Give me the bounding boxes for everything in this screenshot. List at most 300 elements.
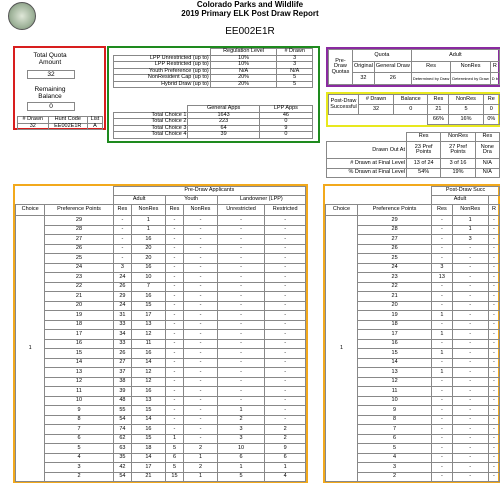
predraw-quotas-table bbox=[328, 49, 500, 85]
table-cell: - bbox=[165, 349, 184, 359]
drawn-summary-table bbox=[17, 116, 103, 130]
table-cell: 6 bbox=[217, 453, 265, 463]
regulation-cell: 3 bbox=[277, 62, 313, 69]
table-cell: - bbox=[184, 425, 217, 435]
choice-cell: Total Choice 4 bbox=[114, 132, 188, 139]
postdraw-balance-value: 0 bbox=[394, 105, 428, 115]
remaining-balance-label: Remaining Balance bbox=[34, 86, 66, 100]
table-cell: - bbox=[488, 244, 499, 254]
table-cell: - bbox=[452, 415, 488, 425]
drawn-final-nonres: 3 of 16 bbox=[441, 159, 475, 168]
table-cell: - bbox=[165, 263, 184, 273]
table-cell: 5 bbox=[165, 444, 184, 454]
table-cell: 12 bbox=[132, 368, 165, 378]
regulation-cell: 3 bbox=[277, 55, 313, 62]
table-cell: - bbox=[488, 282, 499, 292]
table-row bbox=[16, 368, 306, 378]
hunt-code-label: Hunt Code bbox=[48, 117, 87, 124]
table-cell: - bbox=[165, 254, 184, 264]
table-cell: 26 bbox=[113, 282, 132, 292]
drawn-out-r-header: Res bbox=[475, 133, 499, 142]
table-row bbox=[16, 387, 306, 397]
table-row bbox=[16, 425, 306, 435]
youth-res-header: Res bbox=[165, 205, 184, 216]
table-cell: 2 bbox=[184, 444, 217, 454]
table-cell: 24 bbox=[113, 301, 132, 311]
table-cell: - bbox=[184, 311, 217, 321]
drawn-header: # Drawn bbox=[277, 49, 313, 56]
table-cell: 1 bbox=[132, 216, 165, 226]
table-cell: 8 bbox=[357, 415, 431, 425]
table-cell: - bbox=[452, 244, 488, 254]
regulation-cell: 10% bbox=[210, 62, 277, 69]
table-cell: - bbox=[265, 330, 306, 340]
table-cell: 7 bbox=[357, 425, 431, 435]
table-cell: - bbox=[113, 225, 132, 235]
table-row bbox=[16, 453, 306, 463]
table-row bbox=[16, 349, 306, 359]
postdraw-success-box bbox=[323, 184, 500, 483]
table-cell: - bbox=[217, 330, 265, 340]
table-cell: 12 bbox=[45, 377, 113, 387]
table-cell: 29 bbox=[113, 292, 132, 302]
table-cell: 33 bbox=[113, 320, 132, 330]
choice-table bbox=[113, 105, 313, 139]
table-cell: 17 bbox=[357, 330, 431, 340]
table-cell: - bbox=[432, 282, 452, 292]
postdraw-box bbox=[326, 92, 500, 127]
regulation-cell: 5 bbox=[277, 75, 313, 82]
drawn-out-nonres: 27 Pref Points bbox=[441, 142, 475, 159]
table-cell: - bbox=[217, 225, 265, 235]
table-cell: 12 bbox=[132, 330, 165, 340]
table-cell: - bbox=[432, 434, 452, 444]
adult-nonres-header: NonRes bbox=[132, 205, 165, 216]
table-cell: 1 bbox=[184, 453, 217, 463]
table-row bbox=[16, 406, 306, 416]
choice-cell: 0 bbox=[259, 132, 312, 139]
table-row bbox=[16, 254, 306, 264]
table-cell: 1 bbox=[452, 225, 488, 235]
predraw-applicants-box bbox=[13, 184, 308, 483]
table-cell: - bbox=[265, 387, 306, 397]
table-cell: - bbox=[165, 273, 184, 283]
table-cell: - bbox=[452, 463, 488, 473]
choice-cell: Total Choice 2 bbox=[114, 119, 188, 126]
table-row bbox=[16, 396, 306, 406]
table-cell: 7 bbox=[132, 282, 165, 292]
table-cell: 6 bbox=[357, 434, 431, 444]
table-cell: 17 bbox=[132, 311, 165, 321]
table-cell: - bbox=[184, 368, 217, 378]
table-row bbox=[16, 377, 306, 387]
table-cell: - bbox=[432, 472, 452, 482]
adult-res-header: Res bbox=[113, 205, 132, 216]
table-cell: - bbox=[452, 377, 488, 387]
table-cell: - bbox=[184, 330, 217, 340]
table-cell: - bbox=[432, 235, 452, 245]
table-cell: 8 bbox=[45, 415, 113, 425]
table-cell: - bbox=[452, 368, 488, 378]
table-cell: 10 bbox=[357, 396, 431, 406]
choice-cell: 46 bbox=[259, 112, 312, 119]
regulation-cell: N/A bbox=[210, 68, 277, 75]
table-cell: 15 bbox=[45, 349, 113, 359]
table-cell: 6 bbox=[45, 434, 113, 444]
table-cell: 26 bbox=[357, 244, 431, 254]
table-cell: - bbox=[217, 358, 265, 368]
table-cell: 23 bbox=[357, 273, 431, 283]
table-cell: - bbox=[217, 349, 265, 359]
table-cell: - bbox=[488, 453, 499, 463]
table-cell: - bbox=[452, 387, 488, 397]
list-value: A bbox=[87, 123, 102, 130]
table-cell: - bbox=[265, 244, 306, 254]
table-cell: 74 bbox=[113, 425, 132, 435]
table-cell: 9 bbox=[357, 406, 431, 416]
table-cell: - bbox=[165, 339, 184, 349]
table-cell: - bbox=[488, 320, 499, 330]
table-cell: - bbox=[432, 463, 452, 473]
table-cell: 21 bbox=[45, 292, 113, 302]
table-cell: 2 bbox=[217, 415, 265, 425]
table-cell: - bbox=[452, 472, 488, 482]
table-cell: - bbox=[488, 330, 499, 340]
table-cell: - bbox=[432, 301, 452, 311]
table-cell: 1 bbox=[217, 463, 265, 473]
table-cell: 18 bbox=[45, 320, 113, 330]
table-cell: 1 bbox=[184, 472, 217, 482]
table-cell: 3 bbox=[452, 235, 488, 245]
quota-box bbox=[13, 46, 106, 130]
table-cell: 54 bbox=[113, 472, 132, 482]
table-cell: - bbox=[265, 320, 306, 330]
table-cell: - bbox=[488, 349, 499, 359]
report-title: 2019 Primary ELK Post Draw Report bbox=[181, 9, 319, 18]
table-cell: 13 bbox=[132, 396, 165, 406]
pct-final-label: % Drawn at Final Level bbox=[327, 168, 407, 177]
right-res-header: Res bbox=[432, 205, 452, 216]
quota-header: Quota bbox=[352, 50, 411, 62]
table-cell: - bbox=[165, 292, 184, 302]
table-cell: - bbox=[488, 444, 499, 454]
regulation-cell: Hybrid Draw (up to) bbox=[114, 81, 211, 88]
table-cell: - bbox=[165, 377, 184, 387]
regulation-cell: NonResident Cap (up to) bbox=[114, 75, 211, 82]
choice-header: Choice bbox=[16, 205, 45, 216]
table-cell: 13 bbox=[432, 273, 452, 283]
table-cell: - bbox=[165, 235, 184, 245]
table-cell: - bbox=[452, 434, 488, 444]
postdraw-r-value: 0 bbox=[483, 105, 499, 115]
table-cell: 48 bbox=[113, 396, 132, 406]
table-cell: - bbox=[432, 396, 452, 406]
drawn-label: # Drawn bbox=[18, 117, 49, 124]
table-cell: 24 bbox=[113, 273, 132, 283]
table-cell: 3 bbox=[432, 263, 452, 273]
list-label: List bbox=[87, 117, 102, 124]
choice-row bbox=[114, 132, 313, 139]
table-cell: - bbox=[488, 339, 499, 349]
table-row bbox=[16, 463, 306, 473]
table-cell: - bbox=[184, 406, 217, 416]
table-cell: 28 bbox=[357, 225, 431, 235]
table-cell: - bbox=[184, 244, 217, 254]
table-cell: - bbox=[488, 225, 499, 235]
table-cell: - bbox=[432, 415, 452, 425]
table-cell: 10 bbox=[217, 444, 265, 454]
table-cell: - bbox=[488, 425, 499, 435]
table-cell: - bbox=[165, 311, 184, 321]
table-cell: - bbox=[488, 292, 499, 302]
table-cell: - bbox=[488, 396, 499, 406]
table-cell: - bbox=[432, 292, 452, 302]
predraw-applicants-table bbox=[15, 186, 306, 482]
table-cell: 14 bbox=[132, 358, 165, 368]
table-cell: 12 bbox=[132, 377, 165, 387]
general-draw-value: 26 bbox=[374, 73, 411, 85]
choice-cell: 39 bbox=[188, 132, 259, 139]
table-cell: - bbox=[217, 216, 265, 226]
table-cell: - bbox=[488, 387, 499, 397]
postdraw-drawn-header: # Drawn bbox=[359, 95, 394, 105]
table-cell: - bbox=[217, 244, 265, 254]
table-cell: - bbox=[165, 216, 184, 226]
table-cell: - bbox=[184, 358, 217, 368]
table-cell: - bbox=[452, 358, 488, 368]
table-cell: - bbox=[452, 282, 488, 292]
table-cell: 63 bbox=[113, 444, 132, 454]
table-cell: - bbox=[452, 444, 488, 454]
table-cell: - bbox=[488, 406, 499, 416]
table-cell: - bbox=[113, 254, 132, 264]
table-cell: 5 bbox=[45, 444, 113, 454]
table-cell: - bbox=[265, 311, 306, 321]
table-cell: - bbox=[452, 349, 488, 359]
table-cell: 33 bbox=[113, 339, 132, 349]
youth-group-header: Youth bbox=[165, 196, 217, 205]
table-row bbox=[16, 415, 306, 425]
table-cell: - bbox=[165, 425, 184, 435]
table-cell: 3 bbox=[357, 463, 431, 473]
regulation-cell: 10% bbox=[210, 55, 277, 62]
table-cell: 2 bbox=[45, 472, 113, 482]
table-cell: - bbox=[488, 235, 499, 245]
table-cell: 10 bbox=[132, 273, 165, 283]
drawn-out-r: None Dra bbox=[475, 142, 499, 159]
table-cell: 6 bbox=[265, 453, 306, 463]
table-cell: 28 bbox=[45, 225, 113, 235]
table-cell: - bbox=[488, 368, 499, 378]
table-row bbox=[16, 301, 306, 311]
right-r-header: R bbox=[488, 205, 499, 216]
table-cell: - bbox=[452, 311, 488, 321]
r-header: R bbox=[490, 61, 499, 73]
table-cell: 18 bbox=[132, 444, 165, 454]
right-nonres-header: NonRes bbox=[452, 205, 488, 216]
postdraw-nonres-header: NonRes bbox=[449, 95, 483, 105]
postdraw-r-pct: 0% bbox=[483, 115, 499, 125]
table-cell: 11 bbox=[357, 387, 431, 397]
postdraw-drawn-value: 32 bbox=[359, 105, 394, 115]
table-cell: - bbox=[432, 320, 452, 330]
landowner-group-header: Landowner (LPP) bbox=[217, 196, 305, 205]
table-cell: - bbox=[452, 453, 488, 463]
table-cell: - bbox=[488, 301, 499, 311]
table-cell: - bbox=[165, 415, 184, 425]
table-cell: 3 bbox=[217, 434, 265, 444]
table-cell: 26 bbox=[113, 349, 132, 359]
postdraw-r-header: Re bbox=[483, 95, 499, 105]
r-value: D b bbox=[490, 73, 499, 85]
table-cell: - bbox=[452, 301, 488, 311]
regulation-row bbox=[114, 81, 313, 88]
table-cell: 16 bbox=[357, 339, 431, 349]
choice-cell: 223 bbox=[188, 119, 259, 126]
regulation-cell: Youth Preference (up to) bbox=[114, 68, 211, 75]
table-cell: 15 bbox=[165, 472, 184, 482]
table-cell: - bbox=[217, 377, 265, 387]
table-cell: 62 bbox=[113, 434, 132, 444]
restricted-header: Restricted bbox=[265, 205, 306, 216]
table-cell: - bbox=[432, 339, 452, 349]
table-cell: 14 bbox=[45, 358, 113, 368]
choice-cell: 0 bbox=[259, 119, 312, 126]
table-cell: 1 bbox=[452, 216, 488, 226]
choice-cell: 1643 bbox=[188, 112, 259, 119]
adult-group-header: Adult bbox=[113, 196, 165, 205]
table-cell: - bbox=[184, 235, 217, 245]
table-cell: - bbox=[184, 254, 217, 264]
table-cell: 1 bbox=[165, 434, 184, 444]
table-cell: - bbox=[184, 377, 217, 387]
original-header: Original bbox=[352, 61, 374, 73]
regulation-level-header: Regulation Level bbox=[210, 49, 277, 56]
table-cell: - bbox=[165, 225, 184, 235]
table-cell: 23 bbox=[45, 273, 113, 283]
postdraw-success-title: Post-Draw Succ bbox=[432, 187, 500, 196]
table-row bbox=[16, 282, 306, 292]
table-cell: 4 bbox=[357, 453, 431, 463]
table-cell: 24 bbox=[45, 263, 113, 273]
table-cell: - bbox=[217, 387, 265, 397]
regulation-cell: LPP Restricted (up to) bbox=[114, 62, 211, 69]
drawn-final-res: 13 of 24 bbox=[407, 159, 441, 168]
original-value: 32 bbox=[352, 73, 374, 85]
table-cell: - bbox=[184, 282, 217, 292]
table-cell: - bbox=[432, 387, 452, 397]
table-cell: 21 bbox=[357, 292, 431, 302]
table-cell: 1 bbox=[432, 349, 452, 359]
table-cell: - bbox=[265, 282, 306, 292]
regulation-cell: 20% bbox=[210, 75, 277, 82]
table-cell: - bbox=[432, 358, 452, 368]
res-header: Res bbox=[411, 61, 450, 73]
choice-cell: 9 bbox=[259, 125, 312, 132]
table-cell: - bbox=[452, 320, 488, 330]
table-cell: - bbox=[488, 263, 499, 273]
table-cell: 27 bbox=[45, 235, 113, 245]
agency-title: Colorado Parks and Wildlife bbox=[196, 0, 304, 9]
table-cell: - bbox=[165, 368, 184, 378]
drawn-out-table bbox=[326, 132, 500, 178]
general-draw-header: General Draw bbox=[374, 61, 411, 73]
table-cell: 3 bbox=[217, 425, 265, 435]
table-cell: 17 bbox=[132, 463, 165, 473]
postdraw-res-header: Res bbox=[428, 95, 449, 105]
table-cell: - bbox=[184, 216, 217, 226]
table-cell: - bbox=[265, 263, 306, 273]
table-cell: 13 bbox=[45, 368, 113, 378]
table-cell: - bbox=[265, 396, 306, 406]
table-cell: - bbox=[184, 263, 217, 273]
table-cell: 1 bbox=[432, 330, 452, 340]
table-cell: - bbox=[452, 330, 488, 340]
hunt-code-heading: EE002E1R bbox=[225, 26, 275, 37]
table-cell: 1 bbox=[432, 368, 452, 378]
table-cell: - bbox=[265, 358, 306, 368]
drawn-out-nonres-header: NonRes bbox=[441, 133, 475, 142]
table-row bbox=[16, 235, 306, 245]
table-cell: 16 bbox=[132, 235, 165, 245]
table-cell: 27 bbox=[357, 235, 431, 245]
table-cell: - bbox=[432, 225, 452, 235]
table-cell: 11 bbox=[132, 339, 165, 349]
predraw-applicants-title: Pre-Draw Applicants bbox=[113, 187, 305, 196]
table-cell: - bbox=[184, 387, 217, 397]
table-cell: 15 bbox=[357, 349, 431, 359]
drawn-final-label: # Drawn at Final Level bbox=[327, 159, 407, 168]
table-row bbox=[16, 444, 306, 454]
postdraw-balance-header: Balance bbox=[394, 95, 428, 105]
pct-final-nonres: 19% bbox=[441, 168, 475, 177]
table-cell: - bbox=[217, 282, 265, 292]
table-row bbox=[16, 358, 306, 368]
table-cell: - bbox=[165, 320, 184, 330]
table-cell: 20 bbox=[132, 244, 165, 254]
table-cell: - bbox=[217, 292, 265, 302]
table-cell: 21 bbox=[132, 472, 165, 482]
table-cell: - bbox=[452, 396, 488, 406]
table-cell: 16 bbox=[132, 263, 165, 273]
table-cell: 24 bbox=[357, 263, 431, 273]
predraw-quotas-box bbox=[326, 47, 500, 87]
general-apps-header: General Apps bbox=[188, 106, 259, 113]
choice-cell: Total Choice 3 bbox=[114, 125, 188, 132]
table-cell: 2 bbox=[265, 434, 306, 444]
table-cell: - bbox=[265, 254, 306, 264]
table-cell: 13 bbox=[357, 368, 431, 378]
table-cell: 1 bbox=[432, 311, 452, 321]
table-cell: - bbox=[165, 282, 184, 292]
drawn-out-res-header: Res bbox=[407, 133, 441, 142]
table-cell: - bbox=[488, 254, 499, 264]
table-cell: - bbox=[217, 235, 265, 245]
choice-cell: 64 bbox=[188, 125, 259, 132]
table-cell: - bbox=[265, 216, 306, 226]
regulation-cell: 5 bbox=[277, 81, 313, 88]
table-cell: - bbox=[265, 377, 306, 387]
table-cell: - bbox=[184, 396, 217, 406]
table-cell: 20 bbox=[357, 301, 431, 311]
table-cell: 15 bbox=[132, 434, 165, 444]
table-cell: 2 bbox=[357, 472, 431, 482]
table-cell: - bbox=[184, 301, 217, 311]
table-cell: - bbox=[217, 301, 265, 311]
predraw-quotas-label: Pre-Draw Quotas bbox=[329, 50, 353, 85]
table-cell: 2 bbox=[184, 463, 217, 473]
table-cell: 5 bbox=[357, 444, 431, 454]
